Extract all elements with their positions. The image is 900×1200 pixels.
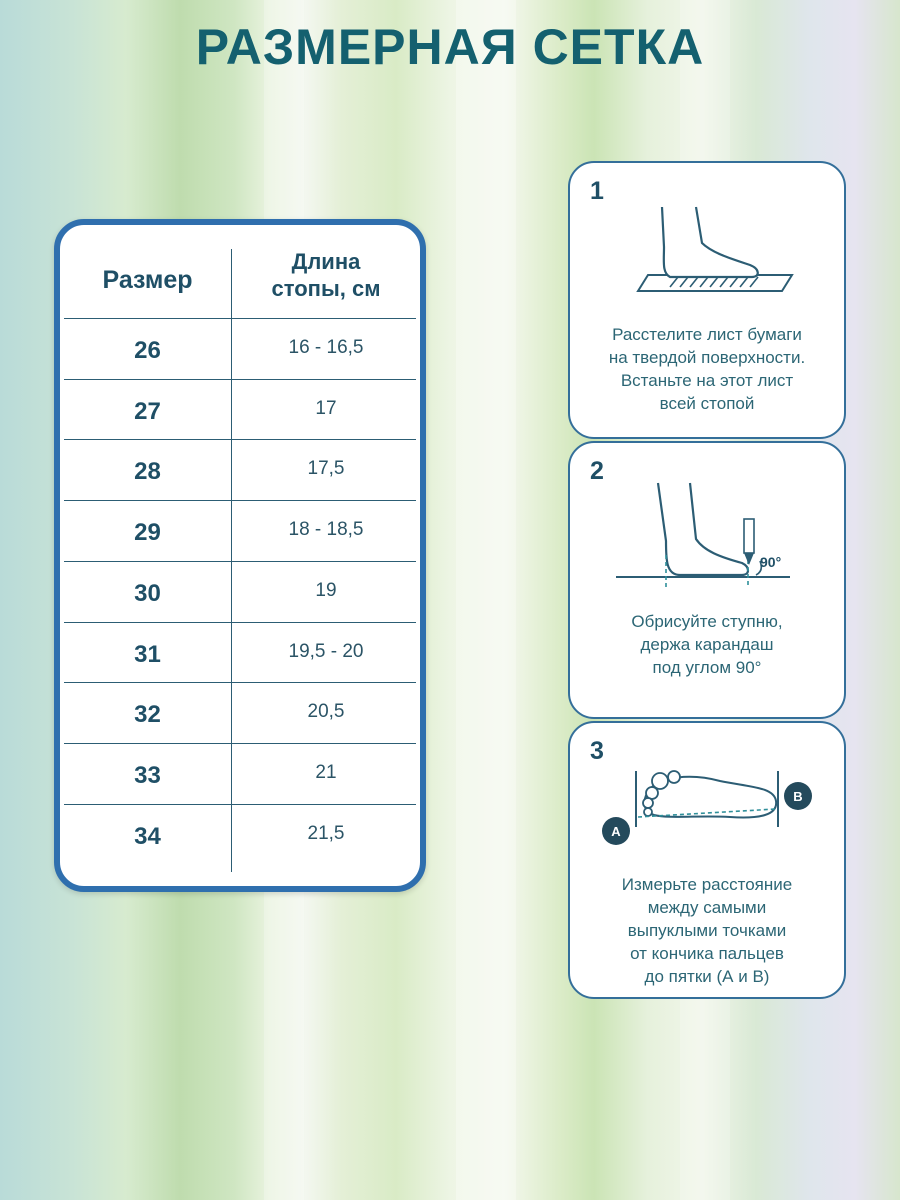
cell-length: 19 bbox=[315, 579, 337, 601]
cell-size: 27 bbox=[134, 397, 161, 425]
header-length bbox=[232, 248, 420, 302]
step-text: Измерьте расстояние между самыми выпуклыми точками от кончика пальцев до пятки (А и В) bbox=[621, 875, 793, 986]
header-length-text: Длина стопы, см bbox=[271, 249, 381, 301]
table-row bbox=[64, 743, 416, 805]
foot-pencil-icon bbox=[570, 443, 844, 593]
table-row bbox=[64, 439, 416, 501]
point-a-label: A bbox=[611, 824, 621, 839]
cell-size: 26 bbox=[134, 337, 161, 364]
cell-length: 17 bbox=[315, 397, 337, 419]
cell-size: 30 bbox=[134, 579, 161, 607]
point-b-label: B bbox=[793, 789, 803, 804]
cell-length: 19,5 - 20 bbox=[288, 640, 364, 662]
cell-size: 29 bbox=[134, 519, 161, 547]
cell-length: 21 bbox=[315, 761, 337, 783]
page-title: РАЗМЕРНАЯ СЕТКА bbox=[195, 19, 705, 75]
cell-size: 31 bbox=[134, 640, 161, 668]
step-number: 1 bbox=[590, 177, 604, 205]
table-row bbox=[64, 500, 416, 562]
angle-label: 90° bbox=[760, 554, 782, 570]
size-table-grid bbox=[64, 243, 416, 872]
step-card-2 bbox=[568, 441, 846, 719]
cell-length: 17,5 bbox=[307, 458, 345, 480]
table-row bbox=[64, 682, 416, 744]
step-number: 3 bbox=[590, 737, 604, 765]
foot-measure-icon bbox=[570, 723, 844, 863]
cell-length: 21,5 bbox=[307, 822, 345, 844]
cell-length: 16 - 16,5 bbox=[288, 337, 364, 358]
step-number: 2 bbox=[590, 457, 604, 485]
foot-on-paper-icon bbox=[570, 163, 844, 323]
step-text: Обрисуйте ступню, держа карандаш под углом 90° bbox=[631, 612, 783, 677]
cell-length: 20,5 bbox=[307, 701, 345, 723]
cell-size: 33 bbox=[134, 761, 161, 789]
cell-size: 34 bbox=[134, 822, 161, 850]
cell-length: 18 - 18,5 bbox=[288, 519, 364, 541]
step-card-3 bbox=[568, 721, 846, 999]
table-row bbox=[64, 379, 416, 441]
cell-size: 28 bbox=[134, 458, 161, 486]
table-row bbox=[64, 804, 416, 866]
header-size: Размер bbox=[102, 266, 193, 294]
table-row bbox=[64, 561, 416, 623]
step-text: Расстелите лист бумаги на твердой поверхности. Встаньте на этот лист всей стопой bbox=[608, 325, 806, 413]
size-table bbox=[54, 219, 426, 892]
table-row bbox=[64, 622, 416, 684]
cell-size: 32 bbox=[134, 701, 161, 729]
step-card-1 bbox=[568, 161, 846, 439]
table-row bbox=[64, 318, 416, 380]
